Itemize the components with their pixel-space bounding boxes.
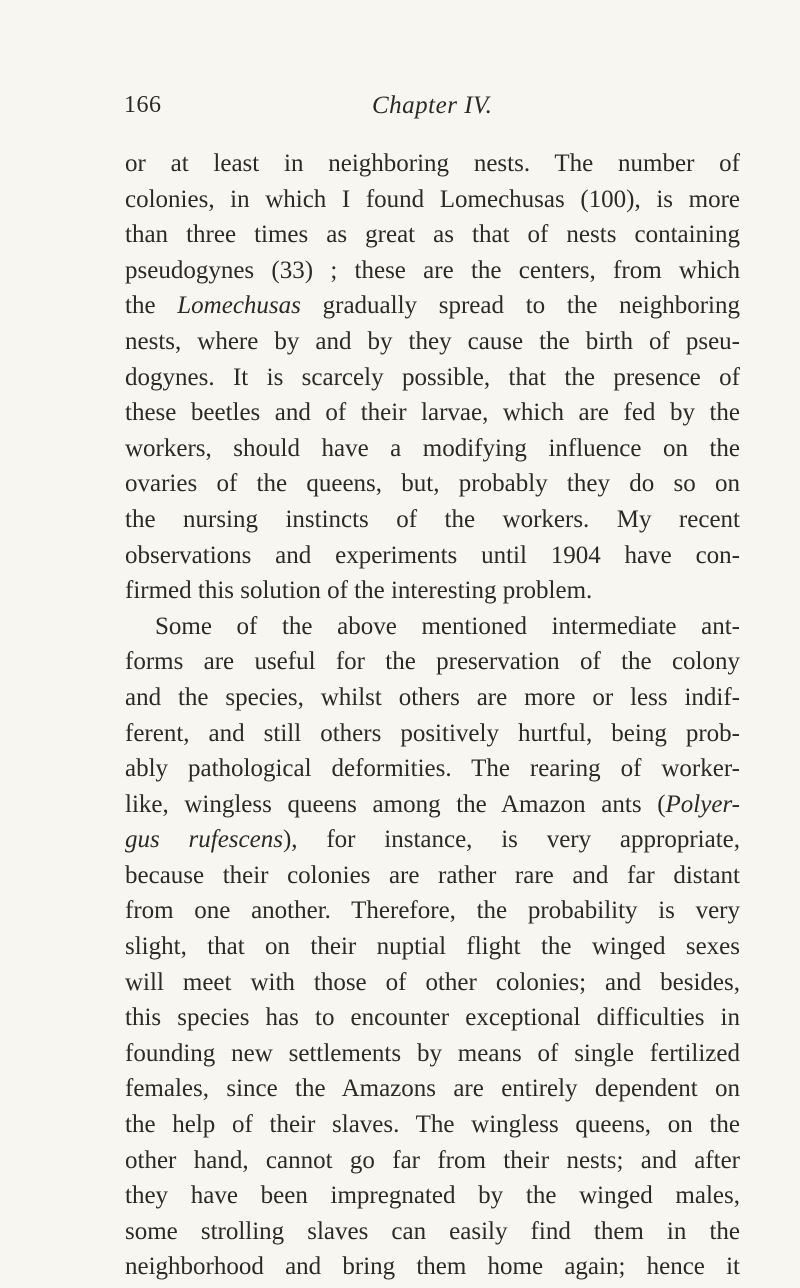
text-line <box>125 1036 740 1072</box>
text-line <box>125 217 740 253</box>
line-text: observations and experiments until 1904 have con- <box>125 541 740 569</box>
line-text: forms are useful for the preservation of the colony <box>125 648 740 676</box>
line-text: than three times as great as that of nests containing <box>125 221 740 249</box>
line-text: will meet with those of other colonies; and besides, <box>125 968 740 996</box>
text-line <box>125 1071 740 1107</box>
line-text: pseudogynes (33) ; these are the centers, from which <box>125 256 740 284</box>
line-text: ferent, and still others positively hurtful, being prob- <box>125 719 740 747</box>
text-line <box>125 182 740 218</box>
line-text: these beetles and of their larvae, which are fed by the <box>125 399 740 427</box>
text-line <box>125 822 740 858</box>
text-line <box>125 395 740 431</box>
text-line <box>125 1143 740 1179</box>
text-line <box>125 1178 740 1214</box>
text-line <box>125 324 740 360</box>
text-line <box>125 680 740 716</box>
text-line <box>125 716 740 752</box>
line-text: like, wingless queens among the Amazon ants ( <box>125 790 666 818</box>
line-text: neighborhood and bring them home again; hence it <box>125 1253 740 1281</box>
text-line <box>125 893 740 929</box>
text-line <box>125 644 740 680</box>
line-text: and the species, whilst others are more or less indif- <box>125 683 740 711</box>
line-text: ably pathological deformities. The rearing of worker- <box>125 755 740 783</box>
text-line <box>125 1214 740 1250</box>
line-text: the <box>125 292 178 320</box>
line-text: nests, where by and by they cause the birth of pseu- <box>125 327 740 355</box>
line-text: gradually spread to the neighboring <box>300 292 740 320</box>
text-line <box>125 431 740 467</box>
page-header <box>124 92 740 132</box>
running-head: Chapter IV. <box>372 92 493 119</box>
line-text: founding new settlements by means of single fertilized <box>125 1039 740 1067</box>
text-line <box>125 1249 740 1285</box>
body-text <box>125 146 740 1285</box>
line-text: because their colonies are rather rare and far distant <box>125 861 740 889</box>
text-line <box>125 538 740 574</box>
text-line <box>125 965 740 1001</box>
line-text: other hand, cannot go far from their nests; and after <box>125 1146 740 1174</box>
page-number: 166 <box>124 92 162 118</box>
text-line <box>125 360 740 396</box>
text-line <box>125 253 740 289</box>
line-text: from one another. Therefore, the probability is very <box>125 897 740 925</box>
line-text: this species has to encounter exceptional difficulties in <box>125 1004 740 1032</box>
text-line <box>125 929 740 965</box>
line-text: firmed this solution of the interesting problem. <box>125 577 593 605</box>
line-text: they have been impregnated by the winged males, <box>125 1182 740 1210</box>
line-text: females, since the Amazons are entirely dependent on <box>125 1075 740 1103</box>
italic-text: Polyer- <box>665 790 740 818</box>
text-line <box>125 751 740 787</box>
text-line <box>125 466 740 502</box>
line-text: the help of their slaves. The wingless queens, on the <box>125 1111 740 1139</box>
text-line <box>125 787 740 823</box>
line-text: colonies, in which I found Lomechusas (100), is more <box>125 185 740 213</box>
text-line <box>125 146 740 182</box>
text-line <box>125 288 740 324</box>
text-line <box>125 858 740 894</box>
line-text: ovaries of the queens, but, probably they do so on <box>125 470 740 498</box>
line-text: Some of the above mentioned intermediate ant- <box>155 612 740 640</box>
line-text: some strolling slaves can easily find them in the <box>125 1217 740 1245</box>
line-text: workers, should have a modifying influence on the <box>125 434 740 462</box>
line-text: slight, that on their nuptial flight the winged sexes <box>125 933 740 961</box>
line-text: the nursing instincts of the workers. My recent <box>125 505 740 533</box>
line-text: dogynes. It is scarcely possible, that the presence of <box>125 363 740 391</box>
text-line <box>125 609 740 645</box>
text-line <box>125 573 740 609</box>
text-line <box>125 1000 740 1036</box>
italic-text: gus rufescens <box>125 826 283 854</box>
text-line <box>125 502 740 538</box>
line-text: or at least in neighboring nests. The number of <box>125 150 740 177</box>
line-text: ), for instance, is very appropriate, <box>282 826 740 854</box>
italic-text: Lomechusas <box>177 292 301 320</box>
text-line <box>125 1107 740 1143</box>
